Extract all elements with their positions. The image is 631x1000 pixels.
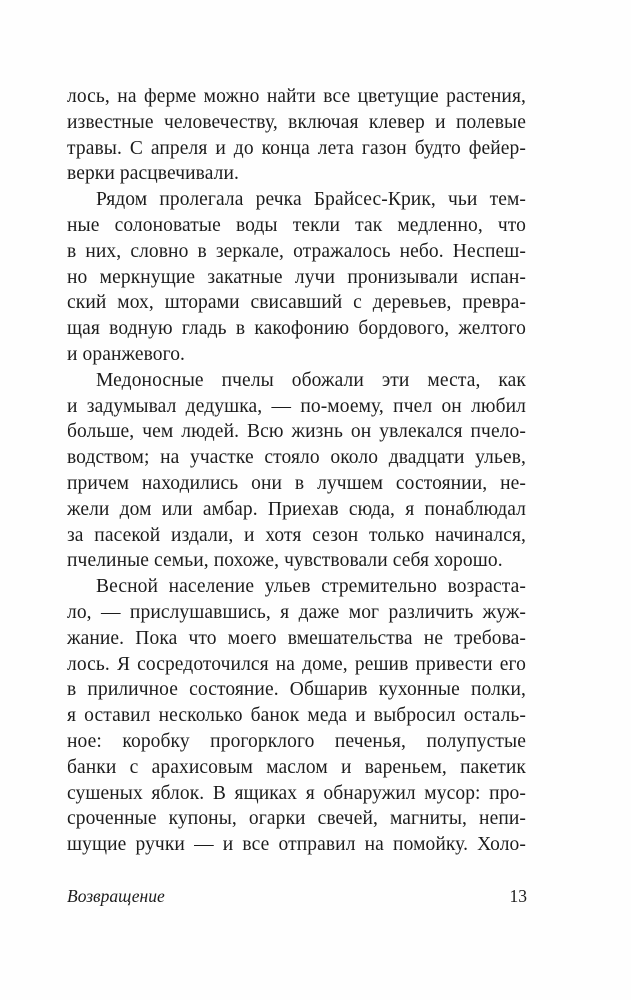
text-line: ные солоноватые воды текли так медленно, что (67, 214, 526, 236)
text-line: травы. С апреля и до конца лета газон будто фейер- (67, 137, 526, 159)
text-line: верки расцвечивали. (67, 163, 240, 185)
text-line: лось. Я сосредоточился на доме, решив привести его (67, 653, 526, 675)
text-line: пчелиные семьи, похоже, чувствовали себя хорошо. (67, 550, 503, 572)
text-line: в приличное состояние. Обшарив кухонные полки, (67, 679, 526, 701)
text-line: за пасекой издали, и хотя сезон только начинался, (67, 524, 526, 546)
text-line: жели дом или амбар. Приехав сюда, я понаблюдал (67, 498, 526, 520)
text-line: ло, — прислушавшись, я даже мог различить жуж- (67, 601, 526, 623)
text-line: я оставил несколько банок меда и выбросил осталь- (67, 705, 526, 727)
text-line: и задумывал дедушка, — по-моему, пчел он любил (67, 395, 526, 417)
page-number: 13 (509, 886, 527, 906)
text-line: Весной население ульев стремительно возраста- (96, 576, 526, 598)
text-line: банки с арахисовым маслом и вареньем, пакетик (67, 756, 526, 778)
text-line: водством; на участке стояло около двадцати ульев, (67, 447, 526, 469)
body-text (67, 84, 526, 858)
paragraph (67, 574, 526, 858)
text-line: Медоносные пчелы обожали эти места, как (96, 369, 526, 391)
text-line: в них, словно в зеркале, отражалось небо. Неспеш- (67, 240, 526, 262)
text-line: и оранжевого. (67, 343, 186, 365)
text-line: больше, чем людей. Всю жизнь он увлекался пчело- (67, 421, 526, 443)
text-line: сушеных яблок. В ящиках я обнаружил мусор: про- (67, 782, 526, 804)
text-line: но меркнущие закатные лучи пронизывали испан- (67, 266, 526, 288)
text-line: Рядом пролегала речка Брайсес-Крик, чьи тем- (96, 189, 526, 211)
text-line: жание. Пока что моего вмешательства не требова- (67, 627, 526, 649)
running-title: Возвращение (67, 886, 165, 906)
paragraph (67, 368, 526, 574)
text-line: щая водную гладь в какофонию бордового, желтого (67, 318, 526, 340)
text-line: известные человечеству, включая клевер и полевые (67, 111, 526, 133)
paragraph (67, 187, 526, 368)
text-line: ное: коробку прогорклого печенья, полупустые (67, 730, 526, 752)
paragraph (67, 84, 526, 187)
text-line: шущие ручки — и все отправил на помойку. Холо- (67, 834, 526, 856)
page-footer (67, 886, 527, 907)
text-line: сроченные купоны, огарки свечей, магниты, непи- (67, 808, 526, 830)
text-line: причем находились они в лучшем состоянии, не- (67, 472, 526, 494)
text-line: ский мох, шторами свисавший с деревьев, превра- (67, 292, 526, 314)
text-line: лось, на ферме можно найти все цветущие растения, (67, 86, 526, 107)
